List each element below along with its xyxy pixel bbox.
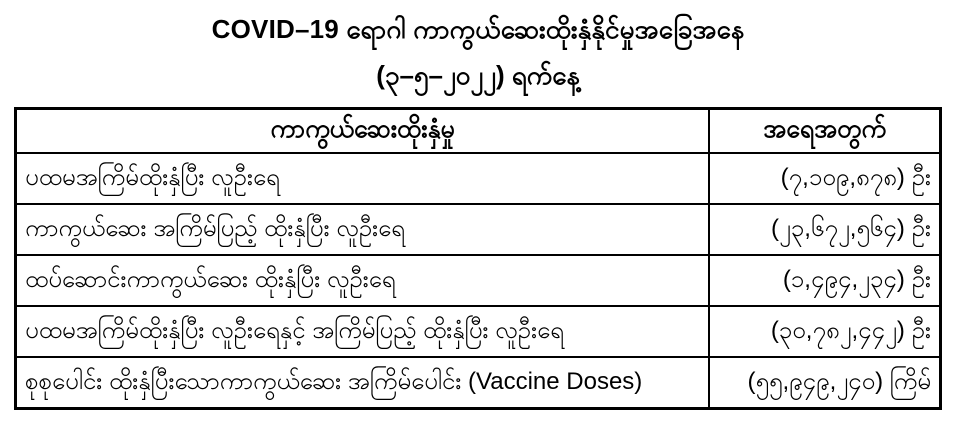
table-row — [16, 153, 941, 204]
row-value-booster-dose: (၁,၄၉၄,၂၃၄) ဦး — [709, 255, 940, 306]
vaccination-table — [14, 107, 942, 410]
row-value-first-dose: (၇,၁၀၉,၈၇၈) ဦး — [709, 153, 940, 204]
row-label-fully-vaccinated: ကာကွယ်ဆေး အကြိမ်ပြည့် ထိုးနှံပြီး လူဦးရေ — [16, 204, 710, 255]
page-title: COVID–19 ရောဂါ ကာကွယ်ဆေးထိုးနှံနိုင်မှုအခြေအနေ — [211, 14, 745, 44]
row-label-first-dose: ပထမအကြိမ်ထိုးနှံပြီး လူဦးရေ — [16, 153, 710, 204]
table-row — [16, 357, 941, 408]
row-label-total-vaccine-doses: စုစုပေါင်း ထိုးနှံပြီးသောကာကွယ်ဆေး အကြိမ်ပေါင်း (Vaccine Doses) — [16, 357, 710, 408]
row-value-total-vaccine-doses: (၅၅,၉၄၉,၂၄၀) ကြိမ် — [709, 357, 940, 408]
table-header-row — [16, 108, 941, 153]
table-row — [16, 204, 941, 255]
column-header-vaccination: ကာကွယ်ဆေးထိုးနှံမှု — [16, 108, 710, 153]
column-header-quantity: အရေအတွက် — [709, 108, 940, 153]
row-value-fully-vaccinated: (၂၃,၆၇၂,၅၆၄) ဦး — [709, 204, 940, 255]
table-row — [16, 255, 941, 306]
table-row — [16, 306, 941, 357]
covid19-vaccination-report — [0, 12, 956, 427]
row-label-first-plus-fully: ပထမအကြိမ်ထိုးနှံပြီး လူဦးရေနှင့် အကြိမ်ပြည့် ထိုးနှံပြီး လူဦးရေ — [16, 306, 710, 357]
row-value-first-plus-fully: (၃၀,၇၈၂,၄၄၂) ဦး — [709, 306, 940, 357]
row-label-booster-dose: ထပ်ဆောင်းကာကွယ်ဆေး ထိုးနှံပြီး လူဦးရေ — [16, 255, 710, 306]
report-date: (၃–၅–၂၀၂၂) ရက်နေ့ — [376, 60, 580, 91]
